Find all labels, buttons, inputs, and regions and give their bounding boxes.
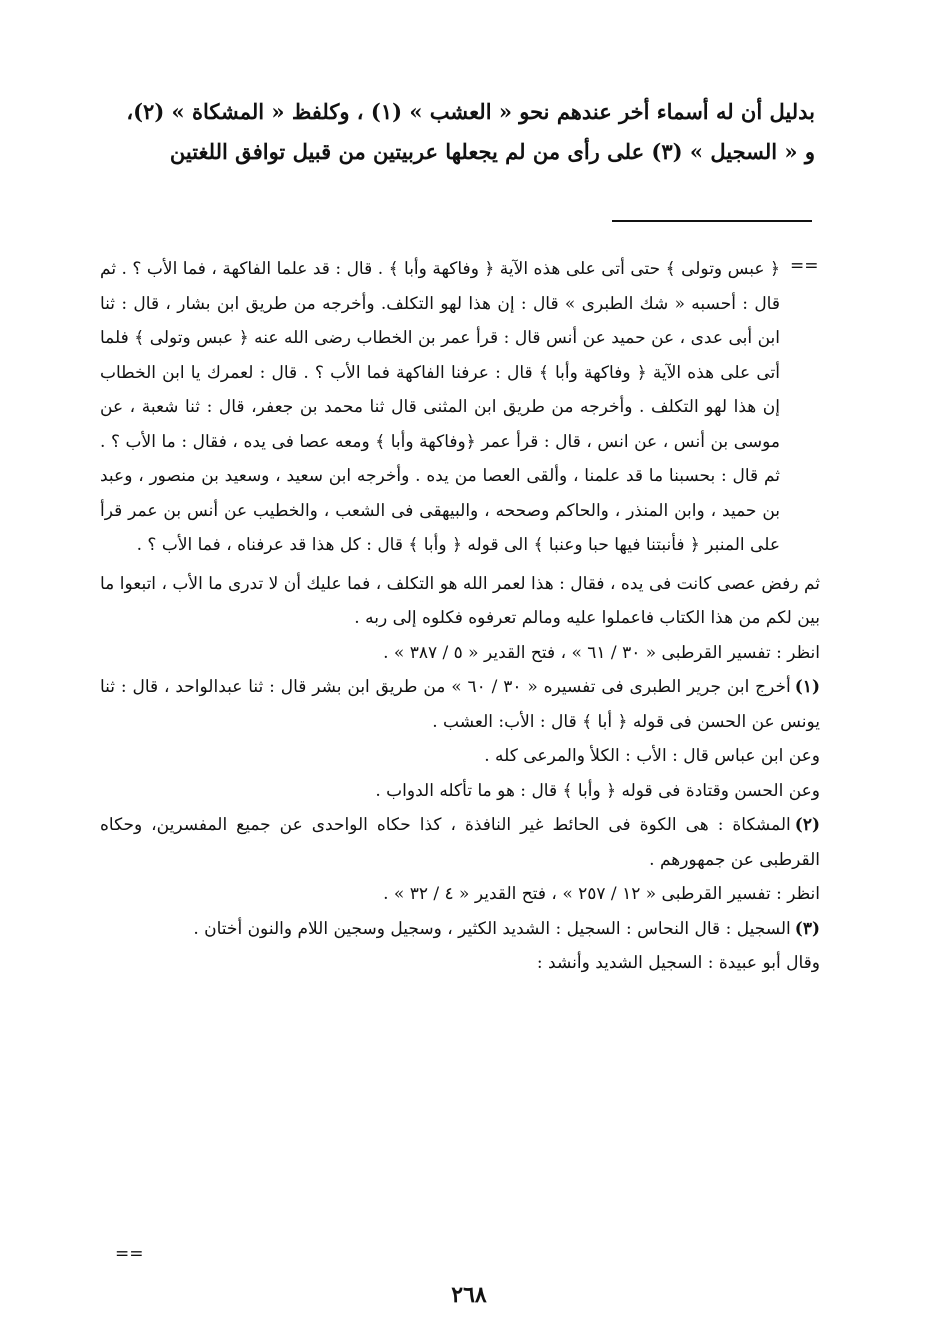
footnote-separator <box>612 220 812 222</box>
footnote-continuation: ﴿ عبس وتولى ﴾ حتى أتى على هذه الآية ﴿ وفاكهة وأبا ﴾ . قال : قد علما الفاكهة ، فما الأب ؟ . ثم قال : أحسبه « شك الطبرى » قال : إن هذا لهو التكلف. وأخرجه من طريق ابن بشار ، قال : ثنا ابن أبى عدى ، عن حميد عن أنس قال : قرأ عمر بن الخطاب رضى الله عنه ﴿ عبس وتولى ﴾ فلما أتى على هذه الآية ﴿ وفاكهة وأبا ﴾ قال : عرفنا الفاكهة فما الأب ؟ . قال : لعمرك يا ابن الخطاب إن هذا لهو التكلف . وأخرجه من طريق ابن المثنى قال ثنا محمد بن جعفر، قال : ثنا شعبة ، عن موسى بن أنس ، عن انس ، قال : قرأ عمر ﴿وفاكهة وأبا ﴾ ومعه عصا فى يده ، فقال : ما الأب ؟ . ثم قال : بحسبنا ما قد علمنا ، وألقى العصا من يده . وأخرجه ابن سعيد ، وسعيد بن منصور ، وعبد بن حميد ، وابن المنذر ، والحاكم وصححه ، والبيهقى فى الشعب ، والخطيب عن أنس بن عمر قرأ على المنبر ﴿ فأنبتنا فيها حبا وعنبا ﴾ الى قوله ﴿ وأبا ﴾ قال : كل هذا قد عرفناه ، فما الأب ؟ . <box>100 259 780 555</box>
main-text-line: و « السجيل » (٣) على رأى من لم يجعلها عربيتين من قبيل توافق اللغتين <box>169 139 815 164</box>
footnote-continuation: ثم رفض عصى كانت فى يده ، فقال : هذا لعمر الله هو التكلف ، فما عليك أن لا تدرى ما الأب ، اتبعوا ما بين لكم من هذا الكتاب فاعملوا عليه ومالم تعرفوه فكلوه إلى ربه . <box>100 573 820 628</box>
footnote-1-line: وعن الحسن وقتادة فى قوله ﴿ وأبا ﴾ قال : هو ما تأكله الدواب . <box>375 780 820 801</box>
footnote-number: (٣) <box>794 918 820 939</box>
footnote-text: أخرج ابن جرير الطبرى فى تفسيره « ٣٠ / ٦٠ » من طريق ابن بشر قال : ثنا عبدالواحد ، قال : ثنا يونس عن الحسن فى قوله ﴿ أبا ﴾ قال : الأب: العشب . <box>100 677 820 732</box>
page-number: ٢٦٨ <box>451 1282 487 1308</box>
footnote-number: (٢) <box>794 815 820 835</box>
footnote-reference: انظر : تفسير القرطبى « ٣٠ / ٦١ » ، فتح القدير « ٥ / ٣٨٧ » . <box>383 642 820 663</box>
footnote-text: المشكاة : هى الكوة فى الحائط غير النافذة ، كذا حكاه الواحدى عن جميع المفسرين، وحكاه القرطبى عن جمهورهم . <box>100 815 820 870</box>
continuation-marker: == <box>115 1244 144 1264</box>
footnote-text: السجيل : قال النحاس : السجيل : الشديد الكثير ، وسجيل وسجين اللام والنون أختان . <box>193 918 791 939</box>
footnote-2 <box>100 808 820 877</box>
main-text <box>100 92 815 172</box>
footnote-1 <box>100 670 820 739</box>
footnote-number: (١) <box>794 677 820 697</box>
footnote-3-line: وقال أبو عبيدة : السجيل الشديد وأنشد : <box>536 953 820 973</box>
main-text-line: بدليل أن له أسماء أخر عندهم نحو « العشب » (١) ، وكلفظ « المشكاة » (٢)، <box>126 99 815 124</box>
footnote-reference: انظر : تفسير القرطبى « ١٢ / ٢٥٧ » ، فتح القدير « ٤ / ٣٢ » . <box>383 884 820 904</box>
footnote-1-line: وعن ابن عباس قال : الأب : الكلأ والمرعى كله . <box>484 746 820 766</box>
footnotes <box>100 252 820 981</box>
continuation-marker: == <box>790 256 819 276</box>
footnote-3 <box>100 912 820 947</box>
